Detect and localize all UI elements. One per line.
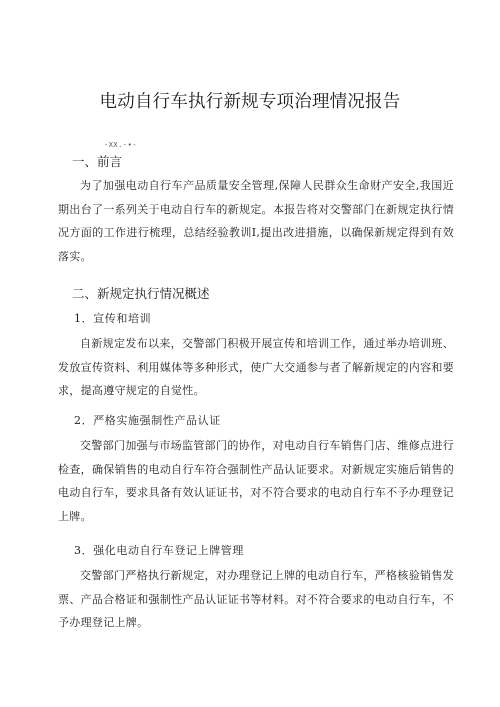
subsection-heading-publicity: 1．宣传和培训 (74, 312, 152, 325)
section-heading-overview: 二、新规定执行情况概述 (72, 286, 210, 301)
certification-paragraph: 交警部门加强与市场监管部门的协作，对电动自行车销售门店、维修点进行检查，确保销售的电动自行车符合强制性产品认证要求。对新规定实施后销售的电动自行车，要求具备有效认证证书，对不符合要求的电动自行车不予办理登记上牌。 (58, 439, 454, 523)
subsection-heading-certification: 2．严格实施强制性产品认证 (74, 414, 221, 427)
document-subtitle: -XX.-•- (104, 141, 138, 149)
preface-paragraph: 为了加强电动自行车产品质量安全管理,保障人民群众生命财产安全,我国近期出台了一系列关于电动自行车的新规定。本报告将对交警部门在新规定执行情况方面的工作进行梳理，总结经验教训I,提出改进措施，以确保新规定得到有效落实。 (58, 179, 454, 263)
document-title: 电动自行车执行新规专项治理情况报告 (99, 92, 401, 112)
section-heading-preface: 一、前言 (72, 154, 123, 169)
registration-paragraph: 交警部门严格执行新规定，对办理登记上牌的电动自行车，严格核验销售发票、产品合格证和强制性产品认证证书等材料。对不符合要求的电动自行车，不予办理登记上牌。 (58, 569, 454, 629)
subsection-heading-registration: 3．强化电动自行车登记上牌管理 (74, 544, 244, 557)
publicity-paragraph: 自新规定发布以来，交警部门积极开展宣传和培训工作，通过举办培训班、发放宣传资料、利用媒体等多种形式，使广大交通参与者了解新规定的内容和要求，提高遵守规定的自觉性。 (58, 337, 454, 397)
